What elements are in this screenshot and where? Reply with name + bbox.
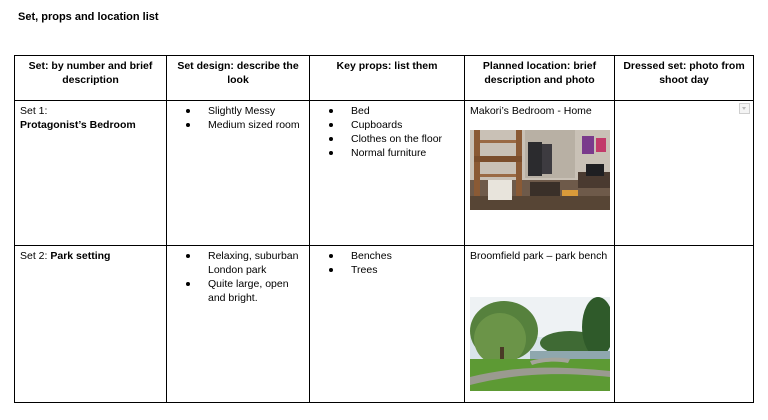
set-name: Park setting [50, 250, 111, 262]
list-item: Clothes on the floor [343, 132, 459, 146]
park-photo [470, 297, 610, 391]
dressed-set-cell [615, 101, 754, 246]
page-title: Set, props and location list [18, 11, 159, 23]
set-number: Set 2: [20, 250, 48, 262]
list-item: Relaxing, suburban London park [200, 249, 304, 277]
design-list [172, 104, 304, 132]
dropdown-marker-icon[interactable] [739, 103, 750, 114]
list-item: Normal furniture [343, 146, 459, 160]
location-description: Broomfield park – park bench [470, 250, 608, 262]
list-item: Slightly Messy [200, 104, 304, 118]
location-cell [465, 101, 615, 246]
props-list [315, 249, 459, 277]
design-cell [167, 101, 310, 246]
header-set-design: Set design: describe the look [167, 56, 310, 101]
list-item: Quite large, open and bright. [200, 277, 304, 305]
design-cell [167, 246, 310, 403]
list-item: Benches [343, 249, 459, 263]
props-cell [310, 101, 465, 246]
table-row [15, 101, 754, 246]
list-item: Bed [343, 104, 459, 118]
table-row [15, 246, 754, 403]
location-description: Makori’s Bedroom - Home [470, 105, 592, 117]
list-item: Trees [343, 263, 459, 277]
bedroom-photo [470, 130, 610, 210]
header-key-props: Key props: list them [310, 56, 465, 101]
list-item: Cupboards [343, 118, 459, 132]
header-row [15, 56, 754, 101]
set-name: Protagonist’s Bedroom [20, 119, 136, 131]
header-planned-location: Planned location: brief description and photo [465, 56, 615, 101]
dressed-set-cell [615, 246, 754, 403]
set-cell [15, 246, 167, 403]
set-number: Set 1: [20, 105, 48, 117]
location-cell [465, 246, 615, 403]
props-list [315, 104, 459, 160]
set-cell [15, 101, 167, 246]
header-set: Set: by number and brief description [15, 56, 167, 101]
design-list [172, 249, 304, 305]
props-cell [310, 246, 465, 403]
header-dressed-set: Dressed set: photo from shoot day [615, 56, 754, 101]
list-item: Medium sized room [200, 118, 304, 132]
set-props-location-table [14, 55, 754, 403]
